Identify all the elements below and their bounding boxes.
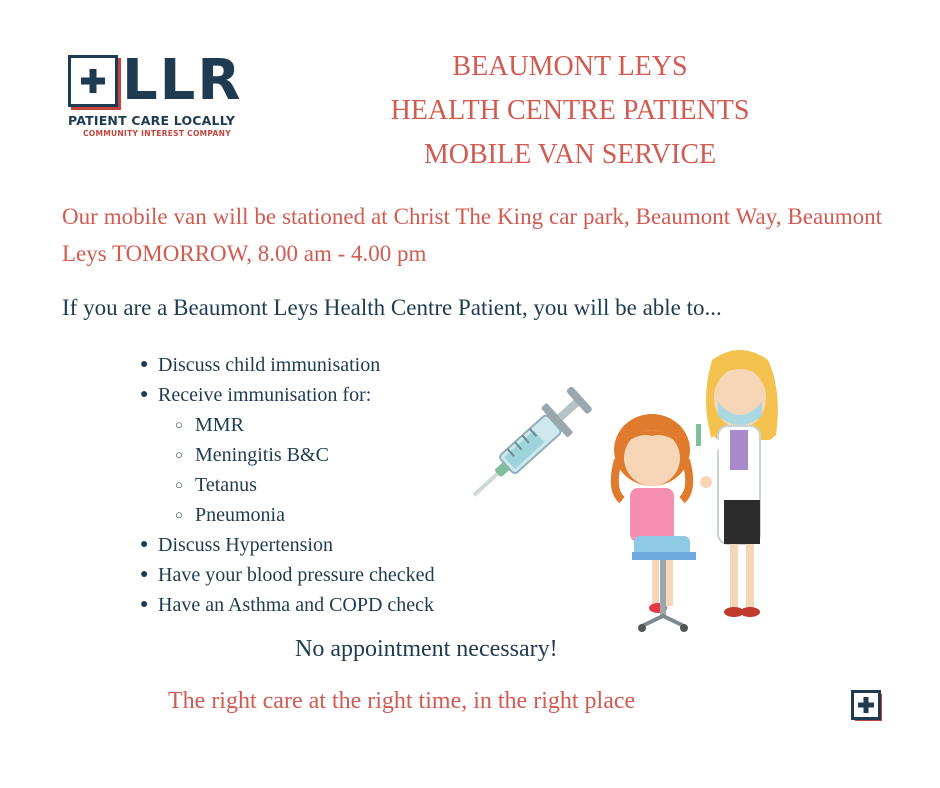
bullet-icon: ● (140, 357, 149, 372)
list-item: ● Have an Asthma and COPD check (140, 590, 435, 620)
title-line-3: MOBILE VAN SERVICE (423, 139, 717, 170)
list-item: ● Receive immunisation for: (140, 380, 435, 410)
no-appointment-text: No appointment necessary! (295, 636, 558, 662)
circle-bullet-icon: ○ (175, 447, 183, 462)
bullet-icon: ● (140, 387, 149, 402)
sub-list-item: ○ Meningitis B&C (140, 440, 435, 470)
list-item: ● Discuss child immunisation (140, 350, 435, 380)
syringe-icon (450, 370, 610, 535)
services-list (140, 350, 435, 620)
nurse-and-child-illustration (600, 340, 800, 640)
intro-text: Our mobile van will be stationed at Christ The King car park, Beaumont Way, Beaumont Leys TOMORROW, 8.00 am - 4.00 pm (62, 204, 882, 266)
sub-list-item: ○ Tetanus (140, 470, 435, 500)
logo-tagline: PATIENT CARE LOCALLY (68, 113, 236, 128)
logo-subtitle: COMMUNITY INTEREST COMPANY (83, 129, 231, 138)
bullet-icon: ● (140, 537, 149, 552)
bullet-icon: ● (140, 597, 149, 612)
title-line-1: BEAUMONT LEYS (452, 51, 688, 82)
circle-bullet-icon: ○ (175, 417, 183, 432)
circle-bullet-icon: ○ (175, 507, 183, 522)
child-figure (614, 414, 696, 632)
plus-icon (851, 690, 884, 723)
page-title (340, 45, 800, 177)
plus-icon (68, 55, 118, 107)
llr-logo (68, 48, 243, 150)
sub-list-item: ○ Pneumonia (140, 500, 435, 530)
list-item: ● Have your blood pressure checked (140, 560, 435, 590)
bullet-icon: ● (140, 567, 149, 582)
logo-letters: LLR (122, 48, 243, 113)
nurse-figure (696, 350, 778, 617)
circle-bullet-icon: ○ (175, 477, 183, 492)
slogan-text: The right care at the right time, in the right place (168, 688, 636, 714)
sub-list-item: ○ MMR (140, 410, 435, 440)
lead-text: If you are a Beaumont Leys Health Centre Patient, you will be able to... (62, 295, 722, 320)
title-line-2: HEALTH CENTRE PATIENTS (390, 95, 750, 126)
list-item: ● Discuss Hypertension (140, 530, 435, 560)
